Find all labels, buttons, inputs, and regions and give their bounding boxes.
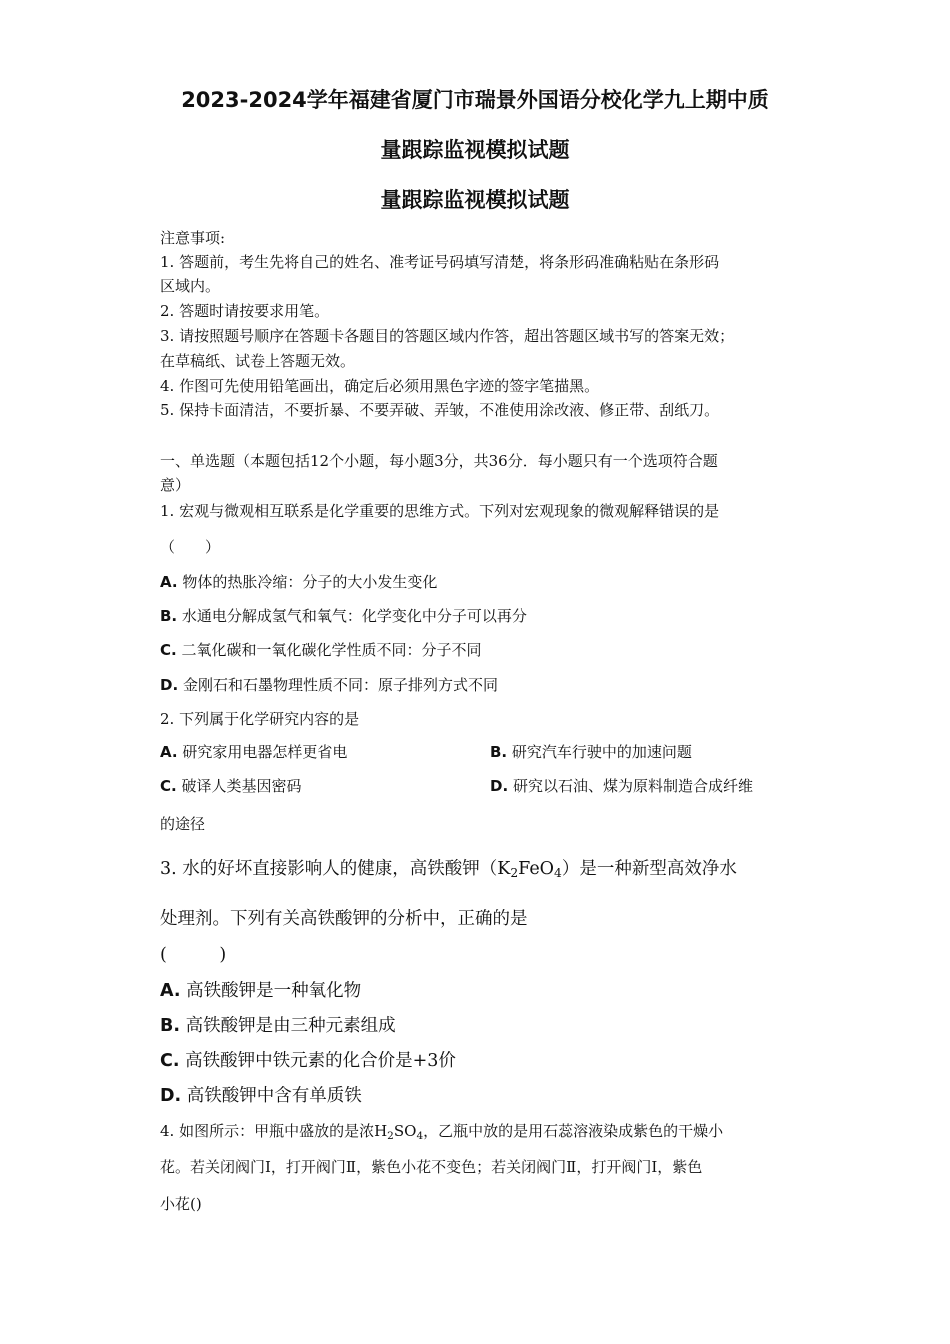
notice-item: 4. 作图可先使用铅笔画出，确定后必须用黑色字迹的签字笔描黑。 <box>160 377 600 395</box>
notice-item: 2. 答题时请按要求用笔。 <box>160 302 330 320</box>
option-text: 研究汽车行驶中的加速问题 <box>511 743 692 761</box>
option-label: D. <box>160 1086 182 1106</box>
option-text: 高铁酸钾中铁元素的化合价是+3价 <box>185 1051 456 1071</box>
notice-heading: 注意事项: <box>160 229 226 247</box>
question-1-option-a <box>160 572 437 592</box>
question-3-stem-cont: 处理剂。下列有关高铁酸钾的分析中，正确的是 <box>160 909 528 929</box>
option-label: C. <box>160 1051 180 1071</box>
option-label: B. <box>160 1016 180 1036</box>
option-text: 高铁酸钾是一种氧化物 <box>186 981 362 1001</box>
option-text: 二氧化碳和一氧化碳化学性质不同：分子不同 <box>181 641 482 659</box>
question-1-option-c <box>160 640 482 660</box>
option-label: C. <box>160 641 177 659</box>
subscript: 4 <box>554 866 562 880</box>
page-title-line-2: 量跟踪监视模拟试题 <box>380 138 570 162</box>
question-3-stem <box>160 857 737 881</box>
question-1-paren: （ ） <box>160 538 221 556</box>
section-heading: 一、单选题（本题包括12个小题，每小题3分，共36分．每小题只有一个选项符合题 <box>160 452 718 470</box>
question-3-option-b <box>160 1014 396 1038</box>
notice-item: 3. 请按照题号顺序在答题卡各题目的答题区域内作答，超出答题区域书写的答案无效； <box>160 327 735 345</box>
option-label: A. <box>160 981 181 1001</box>
option-text: 研究以石油、煤为原料制造合成纤维 <box>512 777 753 795</box>
page-title-line-3: 量跟踪监视模拟试题 <box>380 188 570 212</box>
question-1-stem: 1. 宏观与微观相互联系是化学重要的思维方式。下列对宏观现象的微观解释错误的是 <box>160 502 720 520</box>
option-label: A. <box>160 573 178 591</box>
notice-item: 区域内。 <box>160 277 221 295</box>
question-3-paren: ( ) <box>160 945 227 965</box>
option-text: 高铁酸钾中含有单质铁 <box>186 1086 362 1106</box>
option-label: A. <box>160 743 178 761</box>
question-2-option-c <box>160 776 302 796</box>
question-2-stem: 2. 下列属于化学研究内容的是 <box>160 710 360 728</box>
question-4-stem-cont: 小花() <box>160 1195 202 1213</box>
question-3-option-d <box>160 1084 362 1108</box>
option-text: 研究家用电器怎样更省电 <box>182 743 348 761</box>
subscript: 2 <box>387 1130 394 1142</box>
question-1-option-d <box>160 675 498 695</box>
stem-text: ）是一种新型高效净水 <box>561 859 737 879</box>
option-text: 金刚石和石墨物理性质不同：原子排列方式不同 <box>182 676 498 694</box>
notice-item: 5. 保持卡面清洁，不要折暴、不要弄破、弄皱，不准使用涂改液、修正带、刮纸刀。 <box>160 401 720 419</box>
question-3-option-c <box>160 1049 456 1073</box>
stem-text: FeO <box>518 859 555 879</box>
option-text: 破译人类基因密码 <box>181 777 302 795</box>
notice-item: 1. 答题前，考生先将自己的姓名、准考证号码填写清楚，将条形码准确粘贴在条形码 <box>160 253 720 271</box>
section-heading-cont: 意） <box>160 476 191 494</box>
question-4-stem <box>160 1121 723 1141</box>
question-2-option-a <box>160 742 347 762</box>
question-2-option-d-cont: 的途径 <box>160 815 206 833</box>
notice-item: 在草稿纸、试卷上答题无效。 <box>160 352 356 370</box>
option-label: B. <box>490 743 508 761</box>
page-title-line-1: 2023-2024学年福建省厦门市瑞景外国语分校化学九上期中质 <box>181 88 769 112</box>
stem-text: 4. 如图所示：甲瓶中盛放的是浓H <box>160 1122 388 1140</box>
subscript: 4 <box>416 1130 424 1142</box>
question-3-option-a <box>160 979 361 1003</box>
question-1-option-b <box>160 606 527 626</box>
stem-text: SO <box>393 1122 417 1140</box>
stem-text: ，乙瓶中放的是用石蕊溶液染成紫色的干燥小 <box>423 1122 724 1140</box>
option-label: C. <box>160 777 177 795</box>
stem-text: 3. 水的好坏直接影响人的健康，高铁酸钾（K <box>160 859 511 879</box>
option-label: D. <box>160 676 179 694</box>
question-2-option-b <box>490 742 692 762</box>
subscript: 2 <box>510 866 519 880</box>
question-2-option-d <box>490 776 753 796</box>
option-text: 物体的热胀冷缩：分子的大小发生变化 <box>182 573 438 591</box>
option-text: 水通电分解成氢气和氧气：化学变化中分子可以再分 <box>181 607 527 625</box>
option-label: B. <box>160 607 178 625</box>
question-4-stem-cont: 花。若关闭阀门Ⅰ，打开阀门Ⅱ，紫色小花不变色；若关闭阀门Ⅱ，打开阀门Ⅰ，紫色 <box>160 1158 703 1176</box>
option-text: 高铁酸钾是由三种元素组成 <box>185 1016 396 1036</box>
option-label: D. <box>490 777 509 795</box>
